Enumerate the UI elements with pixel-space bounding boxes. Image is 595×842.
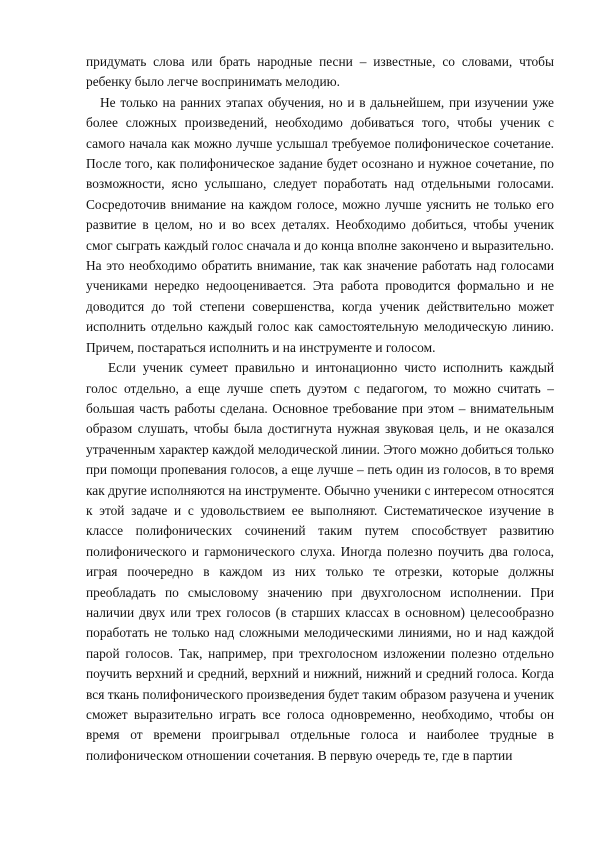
body-text bbox=[86, 52, 554, 766]
paragraph-voice-work: Если ученик сумеет правильно и интонационно чисто исполнить каждый голос отдельно, а еще лучше спеть дуэтом с педагогом, то можно считать – большая часть работы сделана. Основное требование при этом – внимательным образом слушать, чтобы была достигнута нужная звуковая цель, и не оказался утраченным характер каждой мелодической линии. Этого можно добиться только при помощи пропевания голосов, а еще лучше – петь один из голосов, в то время как другие исполняются на инструменте. Обычно ученики с интересом относятся к этой задаче и с удовольствием ее выполняют. Систематическое изучение в классе полифонических сочинений таким путем способствует развитию полифонического и гармонического слуха. Иногда полезно поучить два голоса, играя поочередно в каждом из них только те отрезки, которые должны преобладать по смысловому значению при двухголосном исполнении. При наличии двух или трех голосов (в старших классах в основном) целесообразно поработать не только над сложными мелодическими линиями, но и над каждой парой голосов. Так, например, при трехголосном изложении полезно отдельно поучить верхний и средний, верхний и нижний, нижний и средний голоса. Когда вся ткань полифонического произведения будет таким образом разучена и ученик сможет выразительно играть все голоса одновременно, необходимо, чтобы он время от времени проигрывал отдельные голоса и наиболее трудные в полифоническом отношении сочетания. В первую очередь те, где в партии bbox=[86, 360, 554, 763]
paragraph-polyphonic-listening: Не только на ранних этапах обучения, но и в дальнейшем, при изучении уже более сложных произведений, необходимо добиваться того, чтобы ученик с самого начала как можно лучше услышал требуемое полифоническое сочетание. После того, как полифоническое задание будет осознано и нужное сочетание, по возможности, ясно услышано, следует поработать над отдельными голосами. Сосредоточив внимание на каждом голосе, можно лучше уяснить не только его развитие в целом, но и во всех деталях. Необходимо добиться, чтобы ученик смог сыграть каждый голос сначала и до конца вполне закончено и выразительно. На это необходимо обратить внимание, так как значение работать над голосами учениками нередко недооценивается. Эта работа проводится формально и не доводится до той степени совершенства, когда ученик действительно может исполнить отдельно каждый голос как самостоятельную мелодическую линию. Причем, постараться исполнить и на инструменте и голосом. bbox=[86, 94, 554, 355]
paragraph-continuation: придумать слова или брать народные песни – известные, со словами, чтобы ребенку было легче воспринимать мелодию. bbox=[86, 54, 554, 90]
